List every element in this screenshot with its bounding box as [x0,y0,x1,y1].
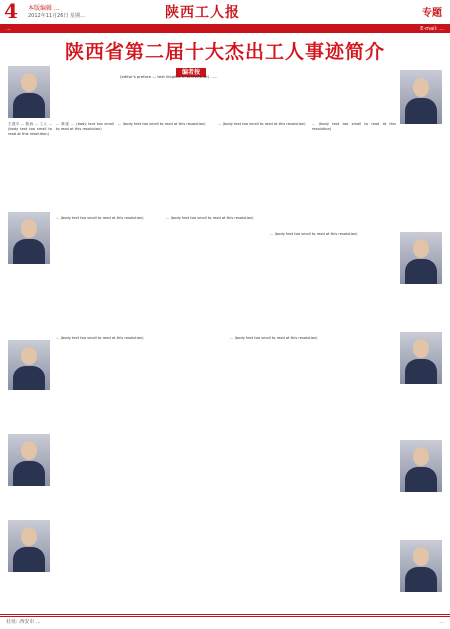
editor-note-tag: 编者按 [176,68,206,77]
portrait-photo [8,212,50,264]
portrait-photo [400,332,442,384]
article-text: ... (body text too small to read at this resolution) [56,216,144,220]
page-number: 4 [4,0,18,23]
footer-rule [0,614,450,615]
portrait-photo [400,440,442,492]
article-text: ... (body text too small to read at this resolution) [230,336,318,340]
portrait-photo [8,520,50,572]
portrait-photo [400,540,442,592]
article-text: ... (body text too small to read at this resolution) [166,216,254,220]
editor-preface: (editor's preface — text illegible in screenshot) ...... [120,74,218,79]
portrait-photo [400,70,442,124]
footer-left: 社址: 西安市 ... [6,619,41,625]
info-bar-right: E-mail: ... [420,26,444,32]
footer-right: ... [439,619,444,625]
headline: 陕西省第二届十大杰出工人事迹简介 [64,41,385,63]
article-text: ... (body text too small to read at this resolution) [270,232,358,236]
section-label: 专题 [422,8,442,19]
article-text: ... (body text too small to read at this resolution) [118,122,206,126]
article-text: ... (body text too small to read at this resolution) [312,122,396,132]
portrait-photo [400,232,442,284]
article-text: ... (body text too small to read at this resolution) [218,122,306,126]
info-bar-left: ... [6,26,11,32]
issue-date: 2012年11月26日 星期... [28,13,85,19]
portrait-photo [8,340,50,390]
info-bar [0,25,450,33]
portrait-photo [8,434,50,486]
portrait-photo [8,66,50,118]
article-text: 王建平 ... 陕西 ... 工人 ... (body text too small to read at this resolution) [8,122,52,137]
section-editor: 本版编辑 ... [28,5,60,12]
page-footer [0,616,450,629]
page-header [0,0,450,26]
article-text: ... (body text too small to read at this resolution) [56,336,144,340]
article-text: ... 事迹 ... (body text too small to read at this resolution) [56,122,114,132]
masthead: 陕西工人报 [165,5,240,21]
